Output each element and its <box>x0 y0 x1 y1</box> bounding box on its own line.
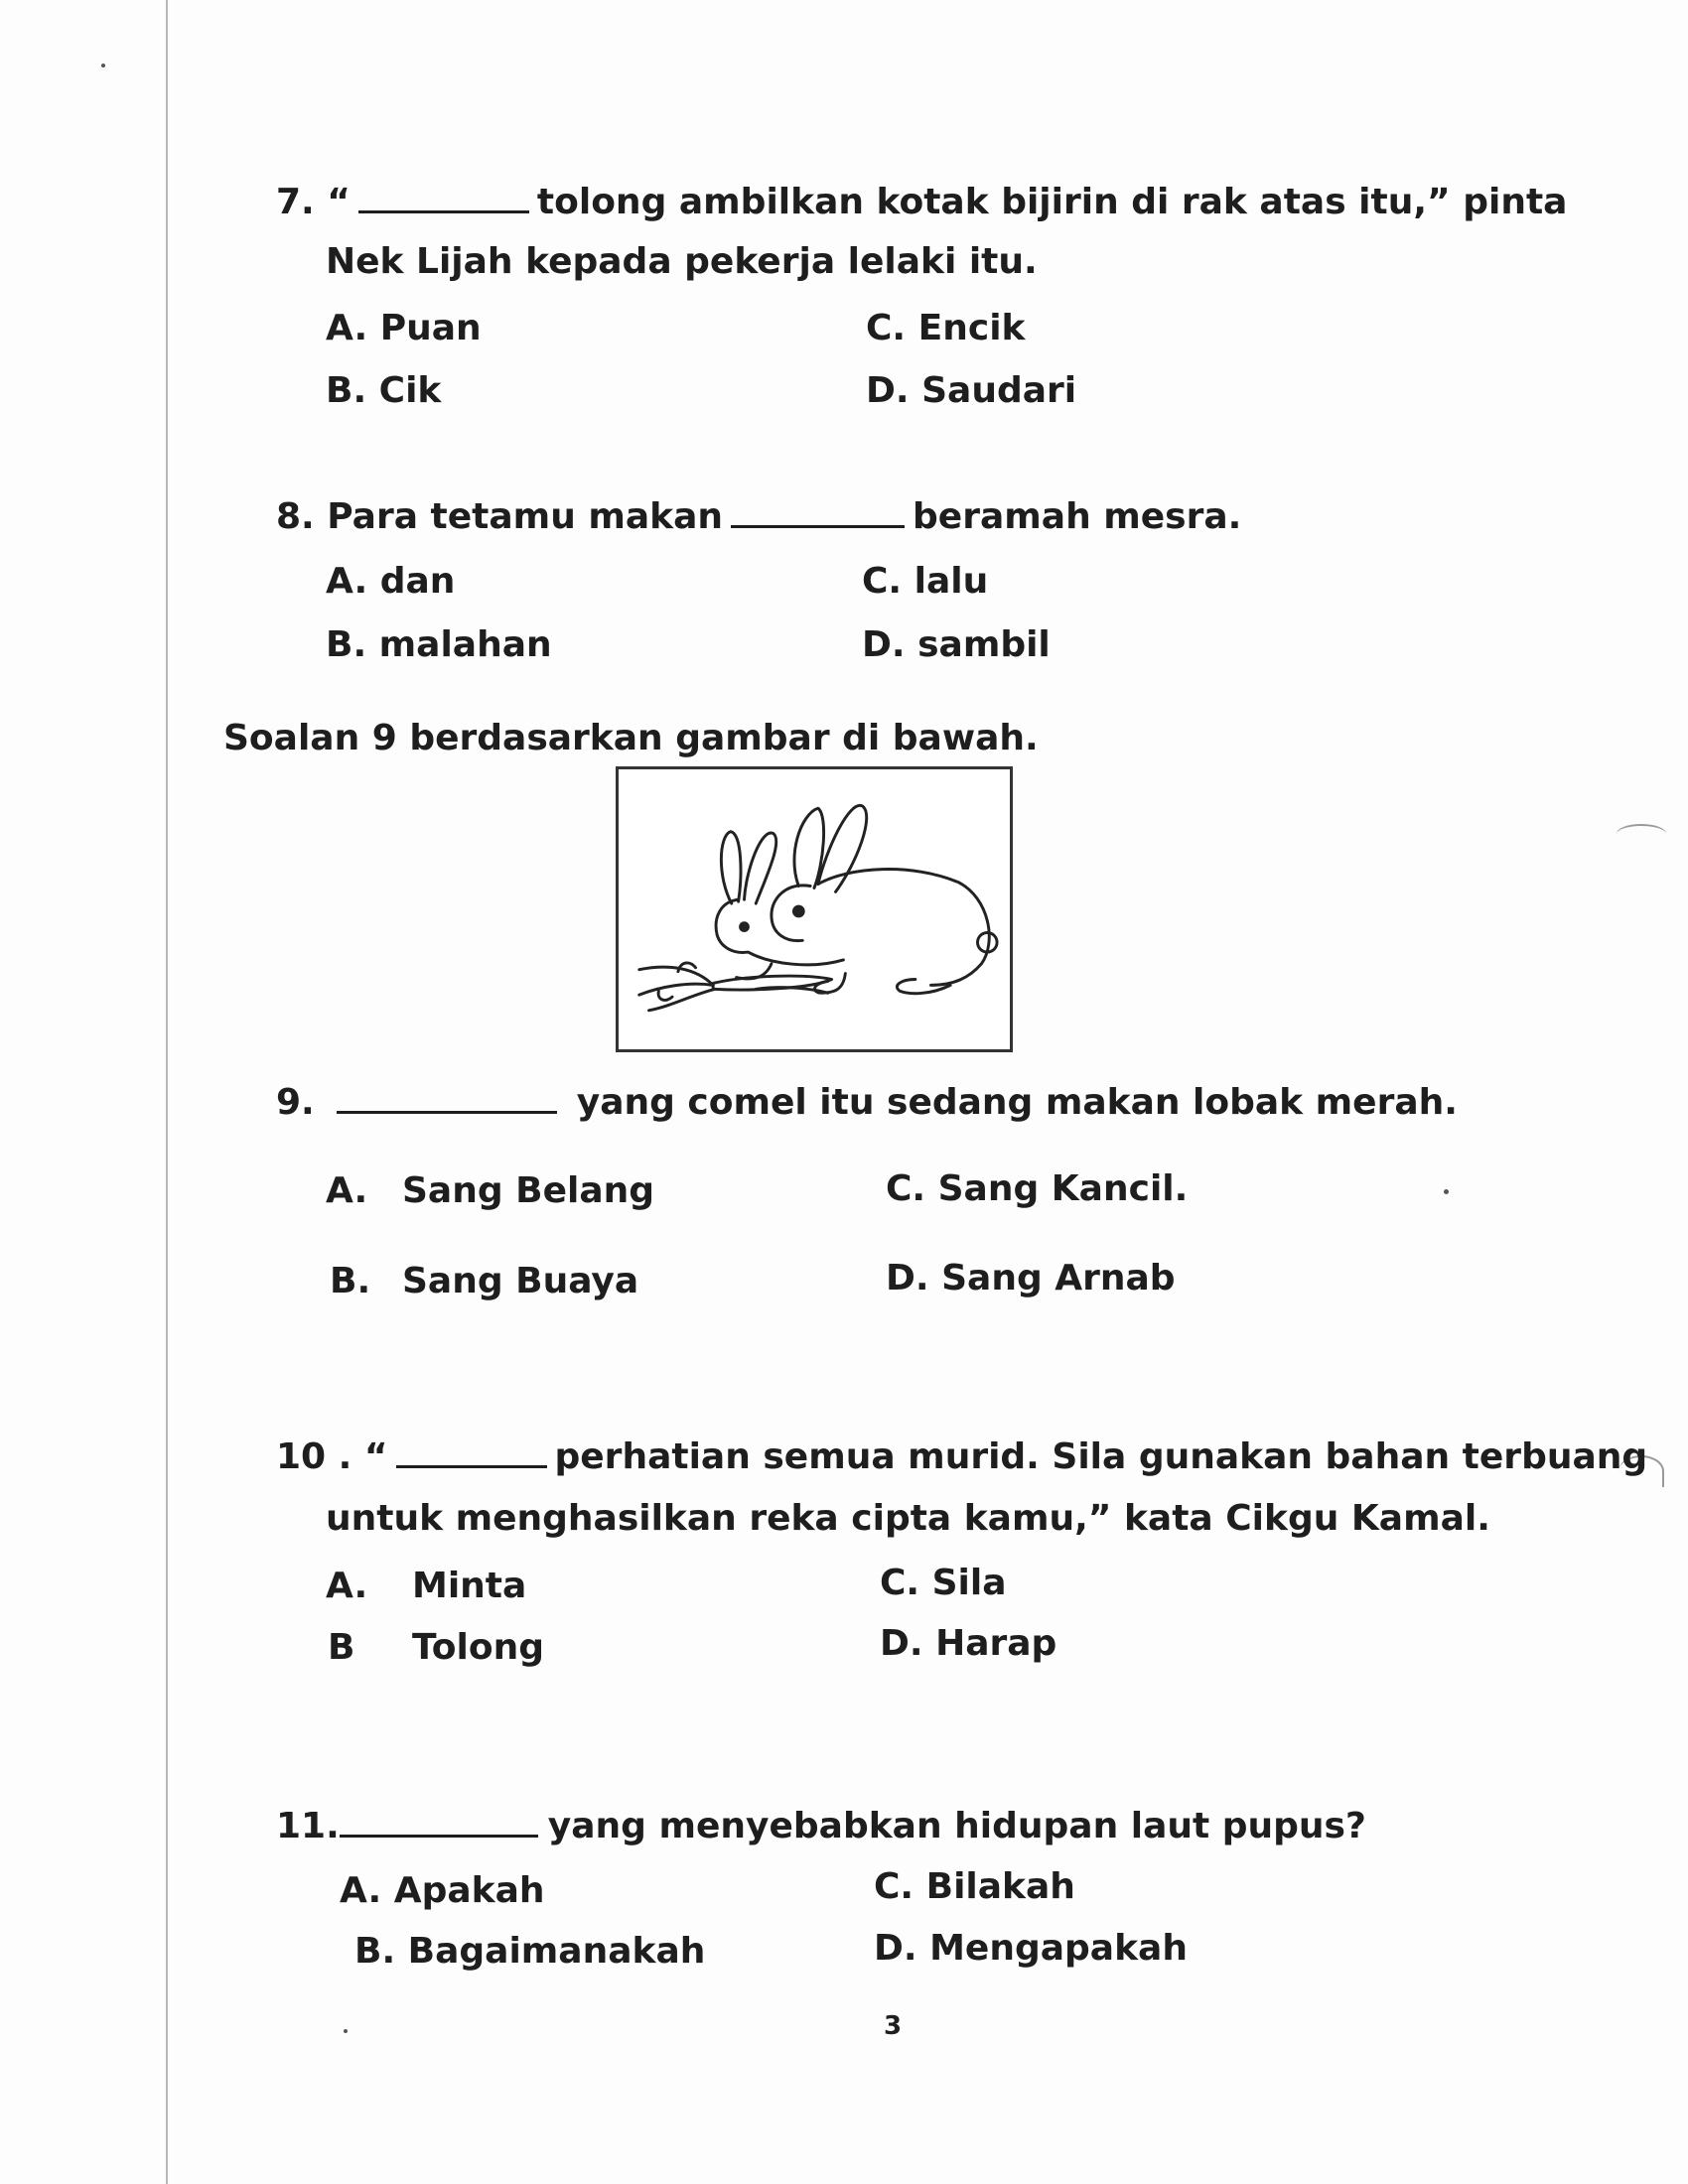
q9-instruction: Soalan 9 berdasarkan gambar di bawah. <box>223 718 1039 758</box>
q9-option-a-letter: A. <box>326 1170 368 1211</box>
q10-option-d: D. Harap <box>880 1623 1057 1664</box>
q11-option-b: B. Bagaimanakah <box>354 1931 706 1972</box>
q10-option-b-text: Tolong <box>412 1627 544 1668</box>
question-7 <box>276 182 1568 222</box>
q8-option-d: D. sambil <box>862 624 1051 665</box>
rabbits-picture <box>616 766 1013 1052</box>
small-rabbit-ear <box>721 832 741 903</box>
question-8 <box>276 496 1242 537</box>
q7-option-b: B. Cik <box>326 370 442 411</box>
q7-option-c: C. Encik <box>866 308 1026 348</box>
q8-blank <box>731 525 905 528</box>
q11-blank <box>340 1835 538 1838</box>
q8-text-after: beramah mesra. <box>913 496 1242 537</box>
q7-option-d: D. Saudari <box>866 370 1077 411</box>
q9-number: 9. <box>276 1082 315 1123</box>
q10-text-line2: untuk menghasilkan reka cipta kamu,” kata Cikgu Kamal. <box>326 1498 1490 1539</box>
small-rabbit-ear <box>745 833 776 903</box>
q9-option-b-letter: B. <box>330 1261 371 1301</box>
q9-option-d: D. Sang Arnab <box>886 1258 1176 1298</box>
question-11 <box>276 1806 1366 1846</box>
q10-option-b-letter: B <box>328 1627 355 1668</box>
q10-option-a-letter: A. <box>326 1566 368 1606</box>
small-rabbit-body <box>716 899 843 965</box>
q10-option-a-text: Minta <box>412 1566 527 1606</box>
q10-number: 10 . “ <box>276 1436 388 1477</box>
q11-number: 11. <box>276 1806 340 1846</box>
small-rabbit-eye <box>741 923 749 931</box>
q9-option-c: C. Sang Kancil. <box>886 1168 1189 1209</box>
carrot-leaves <box>639 963 715 1011</box>
q11-option-a: A. Apakah <box>340 1870 545 1911</box>
q10-text: perhatian semua murid. Sila gunakan bahan terbuang <box>554 1436 1648 1477</box>
question-10 <box>276 1436 1648 1477</box>
page-margin-line <box>166 0 168 2184</box>
big-rabbit-eye <box>793 906 803 916</box>
q8-option-b: B. malahan <box>326 624 552 665</box>
q8-text-before: 8. Para tetamu makan <box>276 496 724 537</box>
q9-blank <box>337 1111 557 1114</box>
q10-blank <box>396 1465 547 1468</box>
scan-speck <box>344 2029 348 2033</box>
question-9 <box>276 1082 1458 1123</box>
q8-option-a: A. dan <box>326 561 456 602</box>
q7-option-a: A. Puan <box>326 308 482 348</box>
q9-option-b-text: Sang Buaya <box>402 1261 639 1301</box>
hole-punch-mark <box>1617 824 1666 844</box>
q7-text-line2: Nek Lijah kepada pekerja lelaki itu. <box>326 241 1038 282</box>
q7-text: tolong ambilkan kotak bijirin di rak atas itu,” pinta <box>536 182 1568 222</box>
q11-text: yang menyebabkan hidupan laut pupus? <box>547 1806 1366 1846</box>
scan-speck <box>101 64 105 68</box>
q7-number: 7. “ <box>276 182 351 222</box>
big-rabbit-hindleg <box>897 980 950 994</box>
big-rabbit-body <box>818 870 989 986</box>
q10-option-c: C. Sila <box>880 1563 1007 1603</box>
q11-option-c: C. Bilakah <box>874 1866 1075 1907</box>
rabbits-illustration <box>619 769 1010 1049</box>
q9-text: yang comel itu sedang makan lobak merah. <box>576 1082 1458 1123</box>
q11-option-d: D. Mengapakah <box>874 1928 1188 1969</box>
q8-option-c: C. lalu <box>862 561 989 602</box>
q9-option-a-text: Sang Belang <box>402 1170 655 1211</box>
scan-speck <box>1444 1189 1449 1194</box>
q7-blank <box>358 210 529 213</box>
page-number: 3 <box>884 2011 903 2041</box>
